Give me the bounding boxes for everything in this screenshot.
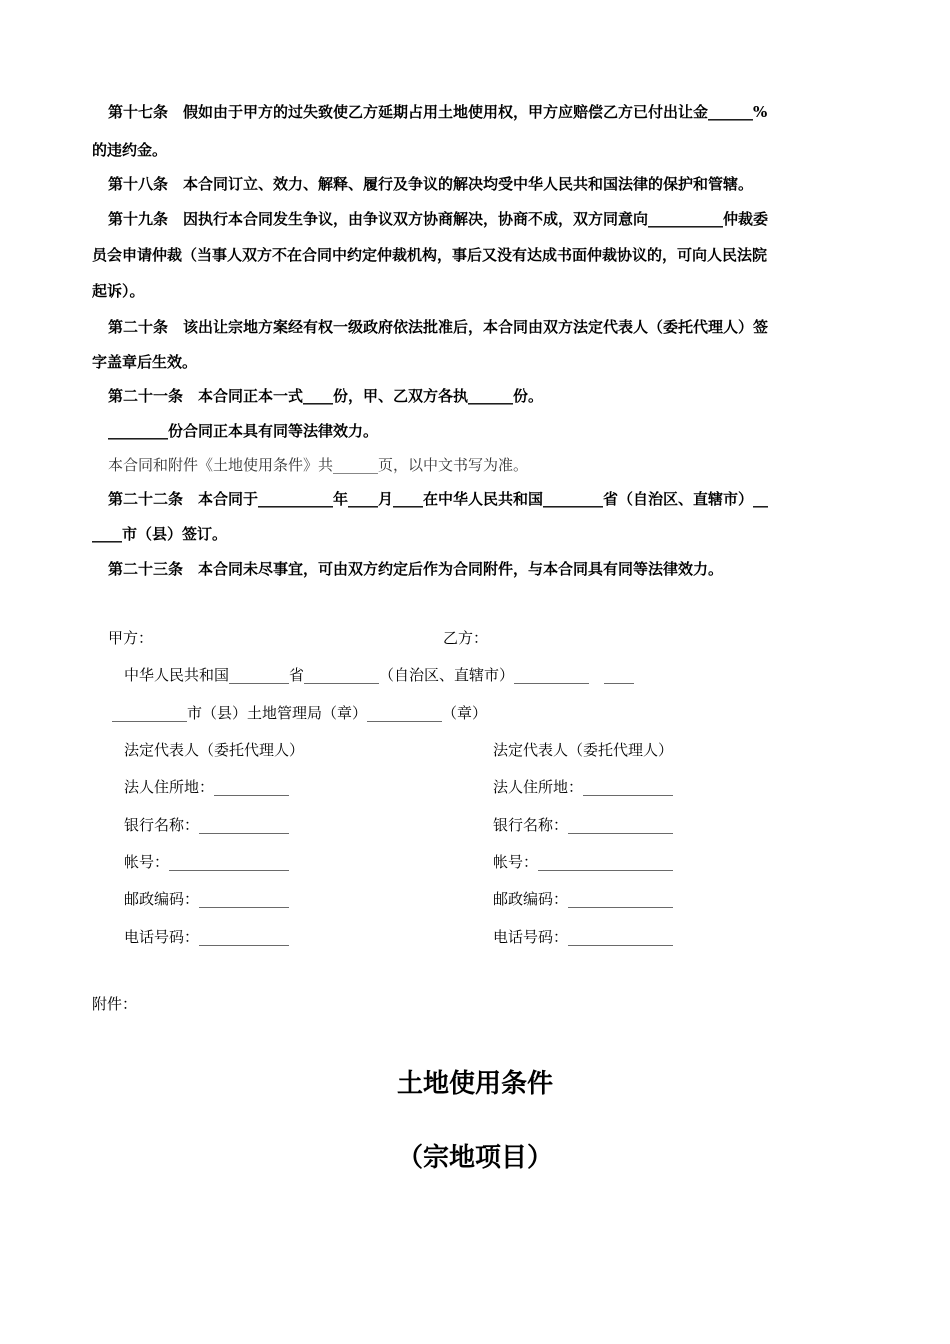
party-a-label: 甲方：: [108, 629, 154, 647]
left-legal-rep: 法定代表人（委托代理人）: [124, 741, 305, 759]
article-20-line-2: 字盖章后生效。: [92, 353, 198, 371]
left-account: 帐号：________________: [124, 853, 290, 871]
attachment-label: 附件：: [92, 995, 138, 1013]
article-17-line-2: 的违约金。: [92, 141, 168, 159]
left-postcode: 邮政编码：____________: [124, 890, 290, 908]
attachment-subtitle: （宗地项目）: [396, 1143, 553, 1173]
article-17-line-1: 第十七条 假如由于甲方的过失致使乙方延期占用土地使用权，甲方应赔偿乙方已付出让金______%: [108, 103, 768, 121]
right-bank: 银行名称：______________: [493, 816, 674, 834]
right-legal-rep: 法定代表人（委托代理人）: [493, 741, 674, 759]
authority-line-1: 中华人民共和国________省__________（自治区、直辖市）__________ ____: [124, 666, 635, 684]
left-bank: 银行名称：____________: [124, 816, 290, 834]
article-22-line-2: ____市（县）签订。: [92, 525, 228, 543]
left-phone: 电话号码：____________: [124, 928, 290, 946]
article-19-line-3: 起诉）。: [92, 282, 145, 300]
party-b-label: 乙方：: [443, 629, 489, 647]
article-19-line-1: 第十九条 因执行本合同发生争议，由争议双方协商解决，协商不成，双方同意向__________仲裁委: [108, 210, 769, 228]
right-account: 帐号：__________________: [493, 853, 674, 871]
left-address: 法人住所地：__________: [124, 778, 290, 796]
article-20-line-1: 第二十条 该出让宗地方案经有权一级政府依法批准后，本合同由双方法定代表人（委托代理人）签: [108, 318, 769, 336]
article-22-line-1: 第二十二条 本合同于__________年____月____在中华人民共和国________省（自治区、直辖市）__: [108, 490, 769, 508]
right-address: 法人住所地：____________: [493, 778, 674, 796]
article-18: 第十八条 本合同订立、效力、解释、履行及争议的解决均受中华人民共和国法律的保护和管辖。: [108, 175, 754, 193]
authority-line-2: __________市（县）土地管理局（章）__________（章）: [112, 704, 488, 722]
article-21-line-3: 本合同和附件《土地使用条件》共______页，以中文书写为准。: [108, 456, 529, 474]
attachment-title: 土地使用条件: [396, 1069, 553, 1099]
article-21-line-1: 第二十一条 本合同正本一式____份，甲、乙双方各执______份。: [108, 387, 544, 405]
article-23: 第二十三条 本合同未尽事宜，可由双方约定后作为合同附件，与本合同具有同等法律效力。: [108, 560, 724, 578]
article-19-line-2: 员会申请仲裁（当事人双方不在合同中约定仲裁机构，事后又没有达成书面仲裁协议的，可向人民法院: [92, 246, 768, 264]
right-phone: 电话号码：______________: [493, 928, 674, 946]
article-21-line-2: ________份合同正本具有同等法律效力。: [108, 422, 379, 440]
right-postcode: 邮政编码：______________: [493, 890, 674, 908]
